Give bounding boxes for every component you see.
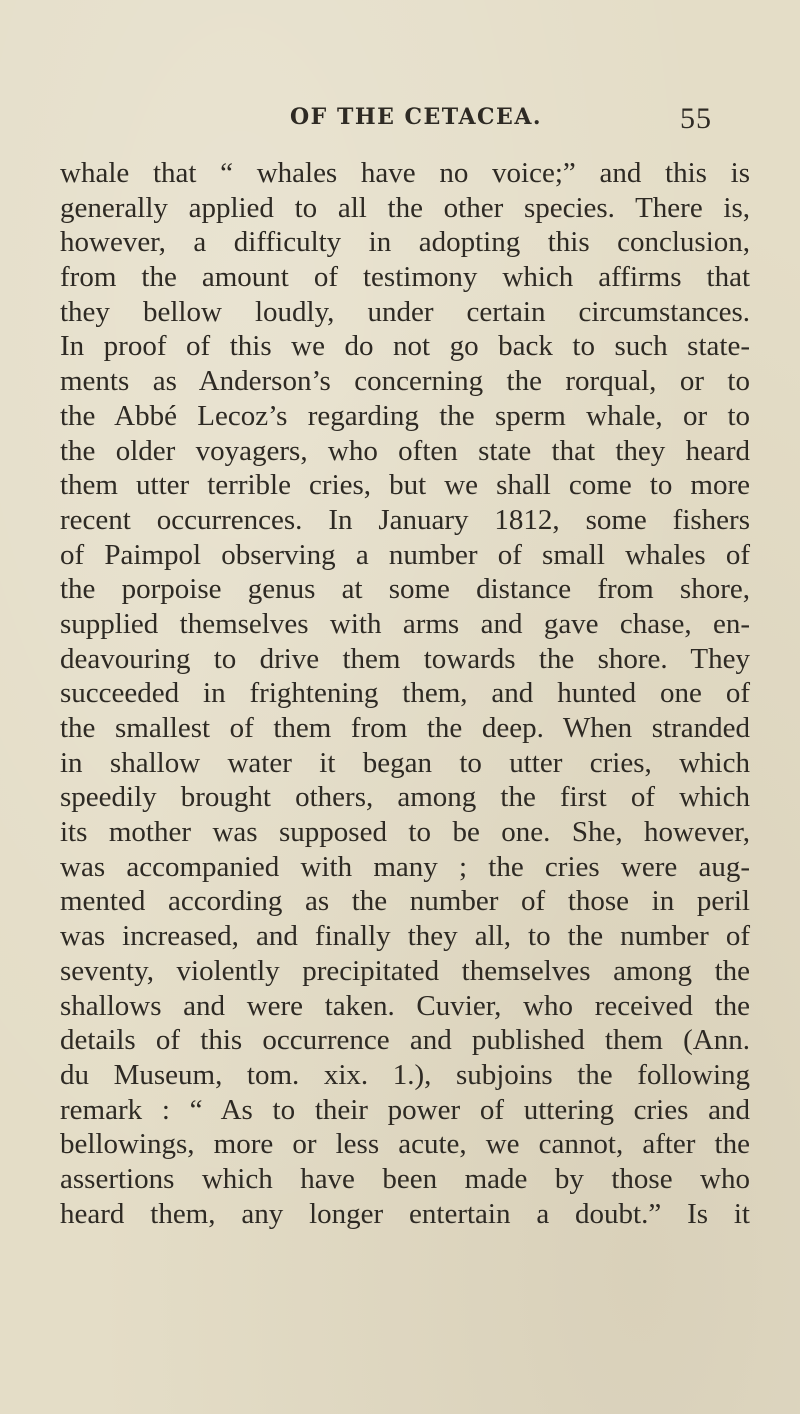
text-line: shallows and were taken. Cuvier, who received the	[60, 989, 750, 1022]
text-line: from the amount of testimony which affirms that	[60, 261, 750, 294]
text-line: they bellow loudly, under certain circumstances.	[60, 295, 750, 328]
text-line: bellowings, more or less acute, we cannot, after the	[60, 1128, 750, 1161]
page-number: 55	[680, 102, 712, 135]
text-line: them utter terrible cries, but we shall come to more	[60, 469, 750, 502]
text-line: remark : “ As to their power of uttering cries and	[60, 1093, 750, 1126]
running-head	[0, 104, 800, 140]
text-line: the smallest of them from the deep. When stranded	[60, 712, 750, 744]
text-line: recent occurrences. In January 1812, some fishers	[60, 503, 750, 536]
text-line: its mother was supposed to be one. She, however,	[60, 816, 750, 849]
body-text	[60, 156, 750, 1231]
text-line: du Museum, tom. xix. 1.), subjoins the following	[60, 1058, 750, 1091]
text-line: mented according as the number of those in peril	[60, 885, 750, 918]
text-line: of Paimpol observing a number of small whales of	[60, 538, 750, 571]
text-line: heard them, any longer entertain a doubt.” Is it	[60, 1197, 750, 1230]
text-line: assertions which have been made by those who	[60, 1162, 750, 1195]
text-line: details of this occurrence and published them (Ann.	[60, 1024, 750, 1057]
text-line: supplied themselves with arms and gave chase, en-	[60, 607, 750, 640]
text-line: deavouring to drive them towards the shore. They	[60, 642, 750, 675]
text-line: the Abbé Lecoz’s regarding the sperm whale, or to	[60, 399, 750, 432]
text-line: generally applied to all the other species. There is,	[60, 191, 750, 224]
text-line: speedily brought others, among the first of which	[60, 781, 750, 814]
text-line: the older voyagers, who often state that they heard	[60, 434, 750, 467]
text-line: however, a difficulty in adopting this conclusion,	[60, 226, 750, 259]
text-line: was accompanied with many ; the cries were aug-	[60, 850, 750, 883]
text-line: the porpoise genus at some distance from shore,	[60, 573, 750, 606]
text-line: succeeded in frightening them, and hunted one of	[60, 677, 750, 710]
text-line: In proof of this we do not go back to such state-	[60, 330, 750, 363]
text-line: in shallow water it began to utter cries, which	[60, 746, 750, 779]
text-line: seventy, violently precipitated themselves among the	[60, 954, 750, 987]
text-line: whale that “ whales have no voice;” and this is	[60, 157, 750, 189]
text-line: ments as Anderson’s concerning the rorqual, or to	[60, 365, 750, 398]
running-title: OF THE CETACEA.	[290, 104, 543, 130]
text-line: was increased, and finally they all, to the number of	[60, 920, 750, 953]
